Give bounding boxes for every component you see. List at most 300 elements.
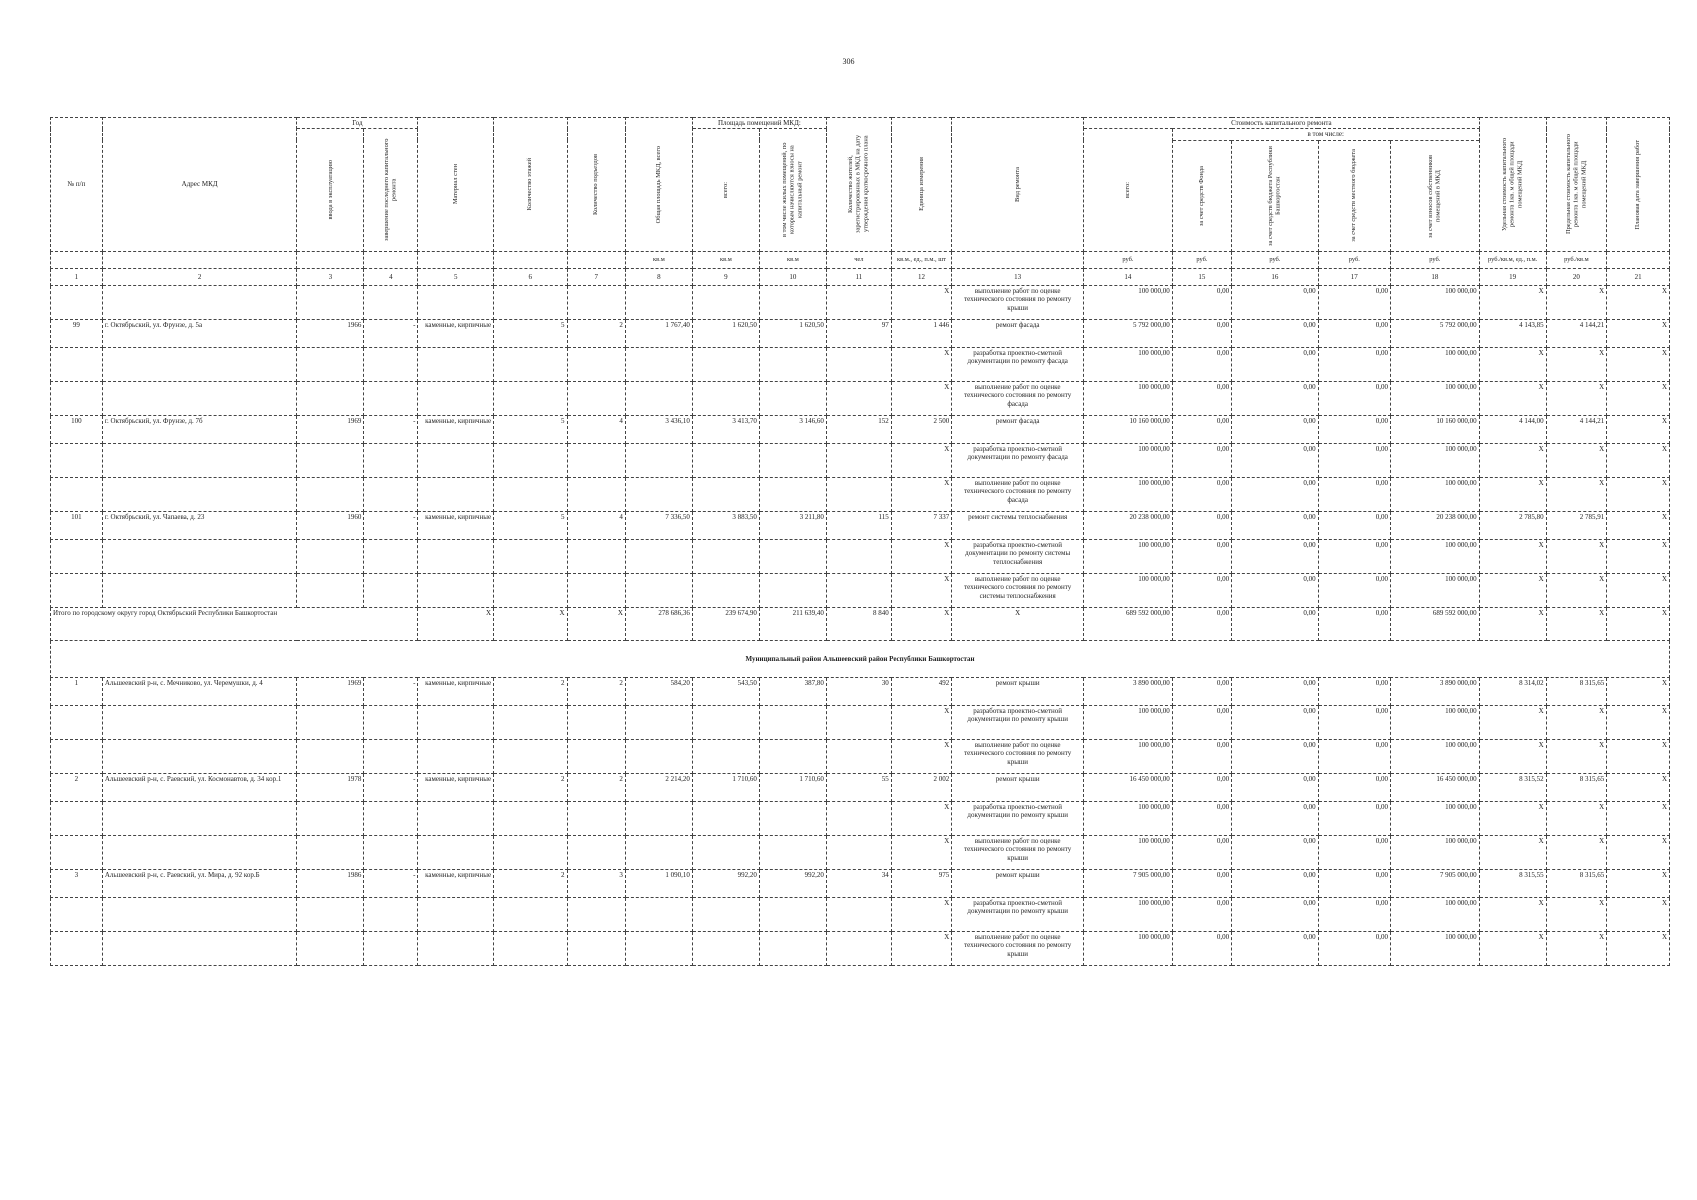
limit-cost: X: [1546, 285, 1607, 319]
cost-owners: 100 000,00: [1391, 897, 1480, 931]
units-row: [51, 251, 1670, 268]
unit-cell: руб.: [1084, 251, 1173, 268]
unit-cost: X: [1479, 801, 1546, 835]
residents: [826, 443, 891, 477]
year-last-repair: [364, 285, 418, 319]
year-commission: [297, 931, 364, 965]
total-area: [625, 801, 692, 835]
cost-republic: 0,00: [1232, 869, 1318, 897]
premises-total: 1 620,50: [692, 319, 759, 347]
entrances: [567, 381, 625, 415]
unit-cell: [418, 251, 494, 268]
premises-fee: 1 710,60: [759, 773, 826, 801]
plan-date: X: [1607, 869, 1670, 897]
wall-material: [418, 539, 494, 573]
col-premises-fee: в том числе жилых помещений, по которым начисляются взносы на капитальный ремонт: [759, 129, 826, 251]
column-number: 8: [625, 268, 692, 285]
cost-local: 0,00: [1318, 573, 1390, 607]
wall-material: [418, 801, 494, 835]
cost-fund: 0,00: [1172, 835, 1231, 869]
wall-material: каменные, кирпичные: [418, 319, 494, 347]
col-year-last-repair: завершение последнего капитального ремонта: [364, 129, 418, 251]
cost-republic: 0,00: [1232, 319, 1318, 347]
floors: [494, 835, 567, 869]
cost-local: 0,00: [1318, 801, 1390, 835]
premises-total: [692, 443, 759, 477]
cost-republic: 0,00: [1232, 677, 1318, 705]
col-entrances: Количество подъездов: [567, 118, 625, 252]
col-cost-republic: за счет средств бюджета Республики Башкортостан: [1232, 140, 1318, 251]
limit-cost: X: [1546, 443, 1607, 477]
premises-fee: [759, 835, 826, 869]
column-numbers-row: [51, 268, 1670, 285]
row-number: 1: [51, 677, 103, 705]
unit-cost: 8 314,02: [1479, 677, 1546, 705]
residents: 55: [826, 773, 891, 801]
year-last-repair: -: [364, 869, 418, 897]
cost-republic: 0,00: [1232, 415, 1318, 443]
total-area: [625, 931, 692, 965]
address: г. Октябрьский, ул. Чапаева, д. 23: [102, 511, 297, 539]
entrances: [567, 801, 625, 835]
unit-cost: X: [1479, 607, 1546, 640]
premises-total: [692, 381, 759, 415]
work-row: [51, 801, 1670, 835]
residents: [826, 347, 891, 381]
address: [102, 477, 297, 511]
cost-local: 0,00: [1318, 897, 1390, 931]
premises-fee: [759, 739, 826, 773]
building-row: [51, 319, 1670, 347]
cost-fund: 0,00: [1172, 347, 1231, 381]
cost-total: 100 000,00: [1084, 381, 1173, 415]
limit-cost: X: [1546, 607, 1607, 640]
residents: [826, 285, 891, 319]
cost-fund: 0,00: [1172, 869, 1231, 897]
cost-republic: 0,00: [1232, 835, 1318, 869]
work-type: выполнение работ по оценке технического состояния по ремонту крыши: [952, 931, 1084, 965]
unit-cost: 8 315,52: [1479, 773, 1546, 801]
cost-owners: 7 905 000,00: [1391, 869, 1480, 897]
plan-date: X: [1607, 381, 1670, 415]
cost-fund: 0,00: [1172, 773, 1231, 801]
unit-cell: [51, 251, 103, 268]
residents: [826, 477, 891, 511]
limit-cost: X: [1546, 347, 1607, 381]
year-last-repair: [364, 801, 418, 835]
cost-fund: 0,00: [1172, 801, 1231, 835]
cost-fund: 0,00: [1172, 739, 1231, 773]
address: [102, 443, 297, 477]
column-number: 19: [1479, 268, 1546, 285]
cost-fund: 0,00: [1172, 477, 1231, 511]
wall-material: [418, 835, 494, 869]
total-area: 2 214,20: [625, 773, 692, 801]
cost-fund: 0,00: [1172, 607, 1231, 640]
work-type: разработка проектно-сметной документации по ремонту системы теплоснабжения: [952, 539, 1084, 573]
cost-total: 100 000,00: [1084, 443, 1173, 477]
premises-fee: [759, 897, 826, 931]
year-last-repair: [364, 347, 418, 381]
entrances: [567, 739, 625, 773]
cost-fund: 0,00: [1172, 573, 1231, 607]
cost-local: 0,00: [1318, 739, 1390, 773]
year-last-repair: [364, 381, 418, 415]
residents: 34: [826, 869, 891, 897]
cost-fund: 0,00: [1172, 897, 1231, 931]
unit-cost: X: [1479, 285, 1546, 319]
year-commission: [297, 573, 364, 607]
unit-cell: [567, 251, 625, 268]
unit-value: 975: [891, 869, 952, 897]
work-type: выполнение работ по оценке технического состояния по ремонту фасада: [952, 477, 1084, 511]
premises-total: [692, 573, 759, 607]
entrances: 2: [567, 319, 625, 347]
unit-cell: чел: [826, 251, 891, 268]
premises-total: 3 883,50: [692, 511, 759, 539]
floors: 5: [494, 319, 567, 347]
col-address: Адрес МКД: [102, 118, 297, 252]
cost-total: 100 000,00: [1084, 285, 1173, 319]
total-area: [625, 443, 692, 477]
cost-republic: 0,00: [1232, 931, 1318, 965]
unit-value: 492: [891, 677, 952, 705]
column-number: 2: [102, 268, 297, 285]
row-number: [51, 801, 103, 835]
year-last-repair: [364, 931, 418, 965]
year-commission: [297, 739, 364, 773]
limit-cost: X: [1546, 931, 1607, 965]
floors: 5: [494, 415, 567, 443]
cost-local: 0,00: [1318, 931, 1390, 965]
unit-cell: [297, 251, 364, 268]
unit-value: X: [891, 573, 952, 607]
work-type: разработка проектно-сметной документации по ремонту крыши: [952, 897, 1084, 931]
premises-fee: [759, 801, 826, 835]
unit-cell: [364, 251, 418, 268]
entrances: 4: [567, 415, 625, 443]
cost-local: 0,00: [1318, 415, 1390, 443]
premises-total: 239 674,90: [692, 607, 759, 640]
year-last-repair: [364, 573, 418, 607]
cost-local: 0,00: [1318, 677, 1390, 705]
premises-fee: [759, 705, 826, 739]
plan-date: X: [1607, 773, 1670, 801]
wall-material: [418, 897, 494, 931]
total-area: 7 336,50: [625, 511, 692, 539]
unit-cell: руб.: [1232, 251, 1318, 268]
cost-total: 100 000,00: [1084, 477, 1173, 511]
cost-owners: 100 000,00: [1391, 801, 1480, 835]
work-type: ремонт системы теплоснабжения: [952, 511, 1084, 539]
cost-owners: 100 000,00: [1391, 477, 1480, 511]
plan-date: X: [1607, 319, 1670, 347]
work-row: [51, 539, 1670, 573]
work-type: ремонт фасада: [952, 319, 1084, 347]
unit-value: X: [891, 705, 952, 739]
work-row: [51, 381, 1670, 415]
cost-total: 10 160 000,00: [1084, 415, 1173, 443]
wall-material: [418, 443, 494, 477]
cost-republic: 0,00: [1232, 801, 1318, 835]
cost-republic: 0,00: [1232, 897, 1318, 931]
row-number: [51, 931, 103, 965]
premises-fee: [759, 285, 826, 319]
cost-owners: 100 000,00: [1391, 739, 1480, 773]
unit-cell: руб.: [1391, 251, 1480, 268]
work-row: [51, 705, 1670, 739]
address: [102, 381, 297, 415]
entrances: [567, 705, 625, 739]
cost-local: 0,00: [1318, 539, 1390, 573]
cost-total: 100 000,00: [1084, 801, 1173, 835]
residents: [826, 739, 891, 773]
year-last-repair: [364, 835, 418, 869]
premises-total: [692, 705, 759, 739]
floors: [494, 477, 567, 511]
unit-cost: X: [1479, 835, 1546, 869]
wall-material: [418, 381, 494, 415]
cost-total: 20 238 000,00: [1084, 511, 1173, 539]
unit-cost: X: [1479, 443, 1546, 477]
cost-owners: 100 000,00: [1391, 285, 1480, 319]
residents: [826, 539, 891, 573]
total-area: [625, 835, 692, 869]
total-area: [625, 897, 692, 931]
unit-value: X: [891, 897, 952, 931]
limit-cost: 2 785,91: [1546, 511, 1607, 539]
unit-value: X: [891, 443, 952, 477]
limit-cost: X: [1546, 739, 1607, 773]
entrances: [567, 573, 625, 607]
unit-value: X: [891, 835, 952, 869]
address: [102, 931, 297, 965]
cost-fund: 0,00: [1172, 705, 1231, 739]
unit-value: 7 337: [891, 511, 952, 539]
premises-fee: [759, 347, 826, 381]
building-row: [51, 869, 1670, 897]
column-number: 13: [952, 268, 1084, 285]
premises-total: [692, 285, 759, 319]
floors: [494, 539, 567, 573]
unit-cost: 8 315,55: [1479, 869, 1546, 897]
floors: [494, 443, 567, 477]
unit-cell: руб./кв.м: [1546, 251, 1607, 268]
unit-cost: X: [1479, 573, 1546, 607]
column-number: 9: [692, 268, 759, 285]
col-year-commission: ввода в эксплуатацию: [297, 129, 364, 251]
limit-cost: X: [1546, 477, 1607, 511]
premises-total: [692, 897, 759, 931]
cost-local: 0,00: [1318, 443, 1390, 477]
cost-local: 0,00: [1318, 511, 1390, 539]
column-number: 14: [1084, 268, 1173, 285]
cost-fund: 0,00: [1172, 319, 1231, 347]
work-row: [51, 443, 1670, 477]
work-type: разработка проектно-сметной документации по ремонту крыши: [952, 705, 1084, 739]
address: [102, 705, 297, 739]
cost-total: 100 000,00: [1084, 705, 1173, 739]
entrances: [567, 443, 625, 477]
work-type: ремонт крыши: [952, 677, 1084, 705]
year-commission: [297, 897, 364, 931]
row-number: [51, 285, 103, 319]
col-limit-cost: Предельная стоимость капитального ремонта 1кв. м общей площади помещений МКД: [1546, 118, 1607, 252]
premises-fee: 3 146,60: [759, 415, 826, 443]
entrances: [567, 835, 625, 869]
total-area: [625, 477, 692, 511]
wall-material: [418, 285, 494, 319]
row-number: 2: [51, 773, 103, 801]
cost-republic: 0,00: [1232, 347, 1318, 381]
limit-cost: 8 315,65: [1546, 677, 1607, 705]
entrances: X: [567, 607, 625, 640]
unit-cost: 4 144,00: [1479, 415, 1546, 443]
unit-value: 2 500: [891, 415, 952, 443]
unit-cell: [102, 251, 297, 268]
limit-cost: X: [1546, 381, 1607, 415]
total-area: [625, 285, 692, 319]
address: [102, 573, 297, 607]
address: [102, 739, 297, 773]
limit-cost: X: [1546, 835, 1607, 869]
work-type: ремонт крыши: [952, 869, 1084, 897]
limit-cost: X: [1546, 897, 1607, 931]
cost-total: 100 000,00: [1084, 739, 1173, 773]
year-commission: 1966: [297, 319, 364, 347]
col-premises-group: Площадь помещений МКД:: [692, 118, 826, 129]
wall-material: [418, 739, 494, 773]
premises-fee: 387,80: [759, 677, 826, 705]
cost-owners: 100 000,00: [1391, 539, 1480, 573]
year-last-repair: [364, 739, 418, 773]
cost-owners: 20 238 000,00: [1391, 511, 1480, 539]
work-row: [51, 285, 1670, 319]
year-last-repair: -: [364, 319, 418, 347]
residents: [826, 801, 891, 835]
cost-republic: 0,00: [1232, 443, 1318, 477]
floors: 2: [494, 869, 567, 897]
premises-fee: [759, 573, 826, 607]
building-row: [51, 511, 1670, 539]
cost-total: 100 000,00: [1084, 897, 1173, 931]
cost-owners: 10 160 000,00: [1391, 415, 1480, 443]
total-area: 584,20: [625, 677, 692, 705]
cost-local: 0,00: [1318, 381, 1390, 415]
unit-value: X: [891, 801, 952, 835]
premises-total: [692, 539, 759, 573]
floors: 2: [494, 773, 567, 801]
premises-fee: [759, 539, 826, 573]
page-number: 306: [842, 57, 855, 66]
year-commission: 1969: [297, 415, 364, 443]
wall-material: каменные, кирпичные: [418, 773, 494, 801]
address: Альшеевский р-н, с. Мечниково, ул. Черемушки, д. 4: [102, 677, 297, 705]
year-commission: [297, 381, 364, 415]
limit-cost: 8 315,65: [1546, 869, 1607, 897]
limit-cost: 8 315,65: [1546, 773, 1607, 801]
unit-cost: X: [1479, 539, 1546, 573]
cost-republic: 0,00: [1232, 739, 1318, 773]
total-label: Итого по городскому округу город Октябрьский Республики Башкортостан: [51, 607, 418, 640]
cost-total: 100 000,00: [1084, 539, 1173, 573]
repair-plan-table: [50, 117, 1670, 966]
floors: [494, 347, 567, 381]
floors: [494, 285, 567, 319]
cost-total: 5 792 000,00: [1084, 319, 1173, 347]
year-commission: [297, 285, 364, 319]
premises-total: [692, 739, 759, 773]
total-area: 1 090,10: [625, 869, 692, 897]
address: г. Октябрьский, ул. Фрунзе, д. 7б: [102, 415, 297, 443]
residents: 30: [826, 677, 891, 705]
unit-value: X: [891, 539, 952, 573]
plan-date: X: [1607, 443, 1670, 477]
unit-cost: X: [1479, 477, 1546, 511]
premises-total: 1 710,60: [692, 773, 759, 801]
section-title: Муниципальный район Альшеевский район Республики Башкортостан: [51, 640, 1670, 677]
year-commission: [297, 705, 364, 739]
unit-cell: кв.м., ед., п.м., шт: [891, 251, 952, 268]
unit-cell: кв.м: [692, 251, 759, 268]
cost-owners: 689 592 000,00: [1391, 607, 1480, 640]
table-body: [51, 285, 1670, 965]
unit-value: X: [891, 381, 952, 415]
premises-fee: [759, 443, 826, 477]
unit-value: X: [891, 607, 952, 640]
residents: 8 840: [826, 607, 891, 640]
year-last-repair: -: [364, 773, 418, 801]
cost-owners: 5 792 000,00: [1391, 319, 1480, 347]
plan-date: X: [1607, 511, 1670, 539]
section-row: [51, 640, 1670, 677]
cost-local: 0,00: [1318, 869, 1390, 897]
unit-value: X: [891, 347, 952, 381]
row-number: [51, 835, 103, 869]
floors: [494, 573, 567, 607]
wall-material: [418, 477, 494, 511]
unit-cell: кв.м: [625, 251, 692, 268]
address: Альшеевский р-н, с. Раевский, ул. Мира, д. 92 кор.Б: [102, 869, 297, 897]
residents: 97: [826, 319, 891, 347]
cost-fund: 0,00: [1172, 443, 1231, 477]
year-last-repair: -: [364, 511, 418, 539]
year-commission: [297, 347, 364, 381]
residents: [826, 573, 891, 607]
cost-fund: 0,00: [1172, 931, 1231, 965]
row-number: [51, 443, 103, 477]
plan-date: X: [1607, 897, 1670, 931]
address: [102, 801, 297, 835]
plan-date: X: [1607, 477, 1670, 511]
work-type: выполнение работ по оценке технического состояния по ремонту крыши: [952, 835, 1084, 869]
cost-republic: 0,00: [1232, 607, 1318, 640]
unit-cost: X: [1479, 739, 1546, 773]
col-floors: Количество этажей: [494, 118, 567, 252]
premises-total: [692, 801, 759, 835]
wall-material: каменные, кирпичные: [418, 511, 494, 539]
cost-total: 16 450 000,00: [1084, 773, 1173, 801]
cost-republic: 0,00: [1232, 573, 1318, 607]
unit-value: 1 446: [891, 319, 952, 347]
premises-fee: 211 639,40: [759, 607, 826, 640]
unit-cell: [494, 251, 567, 268]
cost-local: 0,00: [1318, 705, 1390, 739]
column-number: 20: [1546, 268, 1607, 285]
cost-fund: 0,00: [1172, 511, 1231, 539]
year-commission: [297, 801, 364, 835]
limit-cost: 4 144,21: [1546, 319, 1607, 347]
